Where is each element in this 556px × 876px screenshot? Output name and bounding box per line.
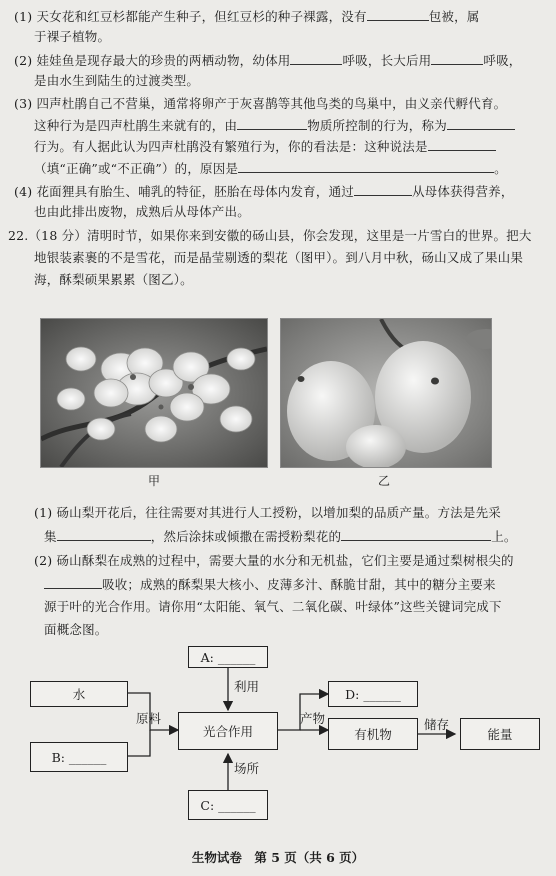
q21-item1-line1: (1) 天女花和红豆杉都能产生种子，但红豆杉的种子裸露，没有 包被，属 <box>14 9 480 24</box>
q22-part2-line2: 吸收；成熟的酥梨果大核小、皮薄多汁、酥脆甘甜，其中的糖分主要来 <box>44 576 496 593</box>
q21-item3-line2: 这种行为是四声杜鹃生来就有的，由 物质所控制的行为，称为 <box>34 117 515 134</box>
photo-caption-b: 乙 <box>378 474 391 488</box>
concept-box-energy: 能量 <box>460 718 540 750</box>
q21-item3-line3: 行为。有人据此认为四声杜鹃没有繁殖行为，你的看法是：这种说法是 <box>34 138 496 155</box>
concept-box-d: D: ______ <box>328 681 418 707</box>
q21-item4-line1: (4) 花面狸具有胎生、哺乳的特征，胚胎在母体内发育，通过 从母体获得营养， <box>14 184 514 199</box>
q21-item1-line2: 于裸子植物。 <box>34 29 111 44</box>
q22-stem-line1: 22.（18 分）清明时节，如果你来到安徽的砀山县，你会发现，这里是一片雪白的世界。把大 <box>8 228 532 243</box>
label-place: 场所 <box>234 761 260 776</box>
q22-part1-line2: 集 ，然后涂抹或倾撒在需授粉梨花的 上。 <box>44 529 517 544</box>
concept-box-organic: 有机物 <box>328 718 418 750</box>
label-material: 原料 <box>136 711 162 726</box>
concept-box-c: C: ______ <box>188 790 268 820</box>
q21-item2-line1: (2) 娃娃鱼是现存最大的珍贵的两栖动物，幼体用 呼吸，长大后用 呼吸， <box>14 53 522 68</box>
label-use: 利用 <box>234 679 260 694</box>
q22-part2-line1: (2) 砀山酥梨在成熟的过程中，需要大量的水分和无机盐，它们主要是通过梨树根尖的 <box>34 553 514 568</box>
q21-item3-line4: （填“正确”或“不正确”）的，原因是 。 <box>34 161 507 176</box>
q22-stem-line3: 海，酥梨硕果累累（图乙）。 <box>34 272 193 287</box>
label-product: 产物 <box>300 711 326 726</box>
q22-part2-line4: 面概念图。 <box>44 622 108 637</box>
q21-item2-line2: 是由水生到陆生的过渡类型。 <box>34 73 200 88</box>
label-store: 储存 <box>424 717 450 732</box>
concept-box-a: A: ______ <box>188 646 268 668</box>
q22-stem-line2: 地银装素裹的不是雪花，而是晶莹剔透的梨花（图甲）。到八月中秋，砀山又成了果山果 <box>34 250 524 265</box>
concept-box-b: B: ______ <box>30 742 128 772</box>
page-footer: 生物试卷 第 5 页（共 6 页） <box>191 850 365 865</box>
concept-box-photosynthesis: 光合作用 <box>178 712 278 750</box>
q22-part2-line3: 源于叶的光合作用。请你用“太阳能、氧气、二氧化碳、叶绿体”这些关键词完成下 <box>44 599 502 614</box>
concept-box-water: 水 <box>30 681 128 707</box>
q22-part1-line1: (1) 砀山梨开花后，往往需要对其进行人工授粉，以增加梨的品质产量。方法是先采 <box>34 505 501 520</box>
q21-item3-line1: (3) 四声杜鹃自己不营巢，通常将卵产于灰喜鹊等其他鸟类的鸟巢中，由义亲代孵代育。 <box>14 96 507 111</box>
q21-item4-line2: 也由此排出废物，成熟后从母体产出。 <box>34 204 250 219</box>
photo-caption-a: 甲 <box>148 474 161 488</box>
